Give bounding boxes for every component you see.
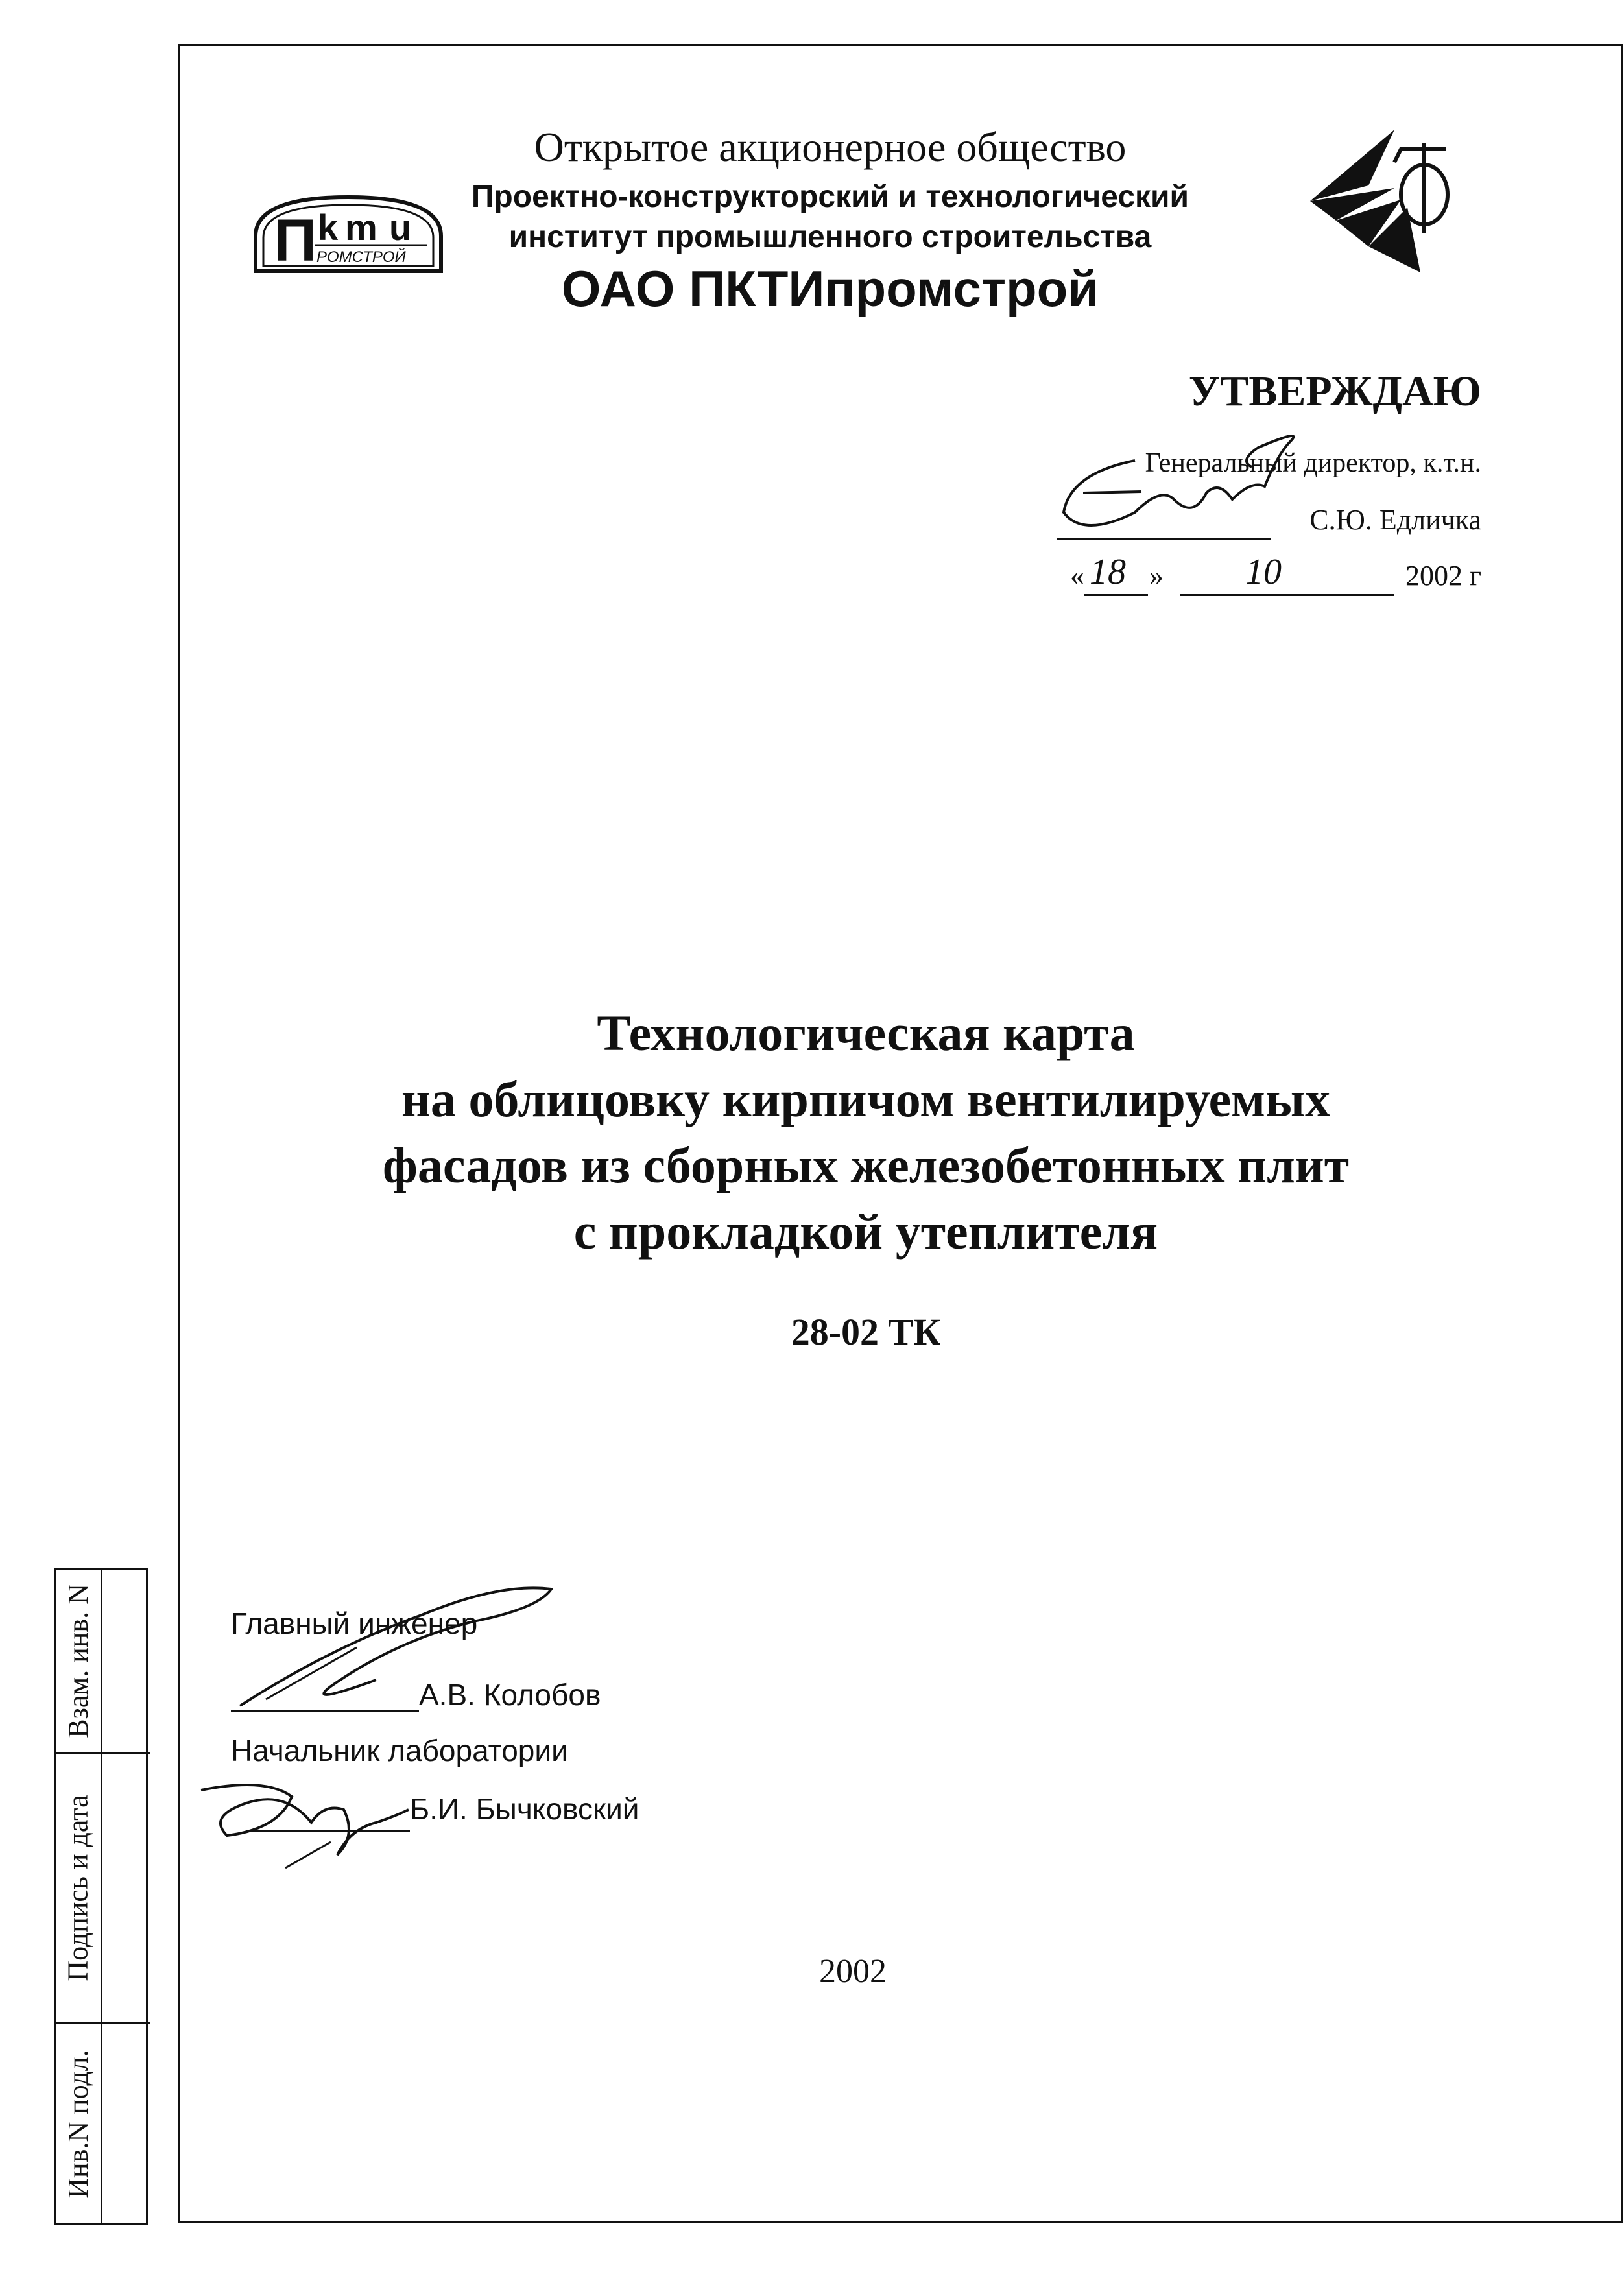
doc-title-line-3: фасадов из сборных железобетонных плит — [382, 1137, 1350, 1193]
doc-year: 2002 — [819, 1953, 887, 1990]
chief-engineer-name: А.В. Колобов — [419, 1678, 601, 1712]
svg-text:u: u — [389, 207, 412, 248]
approval-date-month: 10 — [1245, 552, 1282, 592]
org-short-name: ОАО ПКТИпромстрой — [561, 260, 1099, 317]
svg-text:m: m — [345, 207, 377, 248]
institute-emblem-icon — [1297, 123, 1466, 279]
doc-title-line-1: Технологическая карта — [597, 1005, 1135, 1061]
org-name-line2: институт промышленного строительства — [508, 220, 1152, 254]
approval-date-quote-open: « — [1070, 560, 1084, 592]
approval-date-month-line — [1180, 594, 1394, 596]
approval-title: УТВЕРЖДАЮ — [1188, 368, 1481, 415]
side-stamp — [54, 1568, 148, 2225]
approval-date-quote-close: » — [1149, 560, 1164, 592]
chief-engineer-signature — [227, 1570, 577, 1725]
side-label-signature-date: Подпись и дата — [62, 1794, 95, 1981]
approval-date-year: 2002 г — [1405, 560, 1481, 592]
svg-text:k: k — [318, 207, 339, 248]
doc-code: 28-02 ТК — [791, 1311, 941, 1353]
org-name-line1: Проектно-конструкторский и технологический — [471, 180, 1189, 214]
svg-text:РОМСТРОЙ: РОМСТРОЙ — [316, 248, 406, 266]
doc-title-line-2: на облицовку кирпичом вентилируемых — [401, 1071, 1331, 1127]
approval-date-day-line — [1084, 594, 1148, 596]
side-cell-signature-date — [56, 1754, 101, 2022]
side-label-replace-inv: Взам. инв. N — [62, 1584, 94, 1738]
side-cell-replace-inv — [56, 1570, 101, 1752]
chief-engineer-role: Главный инженер — [231, 1607, 478, 1640]
approval-role: Генеральный директор, к.т.н. — [1145, 448, 1481, 478]
lab-head-role: Начальник лаборатории — [231, 1734, 568, 1767]
lab-head-signature — [188, 1751, 428, 1894]
pktipromstroy-logo — [248, 191, 449, 279]
org-type: Открытое акционерное общество — [534, 124, 1127, 170]
side-cell-original-inv — [56, 2024, 101, 2225]
svg-text:П: П — [274, 208, 317, 274]
approval-name: С.Ю. Едличка — [1309, 504, 1481, 536]
director-signature — [1044, 415, 1317, 545]
lab-head-name: Б.И. Бычковский — [410, 1792, 639, 1826]
approval-date-day: 18 — [1090, 552, 1126, 592]
doc-title-line-4: с прокладкой утеплителя — [573, 1203, 1158, 1260]
side-stamp-divider — [101, 1570, 102, 2223]
side-label-original-inv: Инв.N подл. — [62, 2050, 94, 2199]
